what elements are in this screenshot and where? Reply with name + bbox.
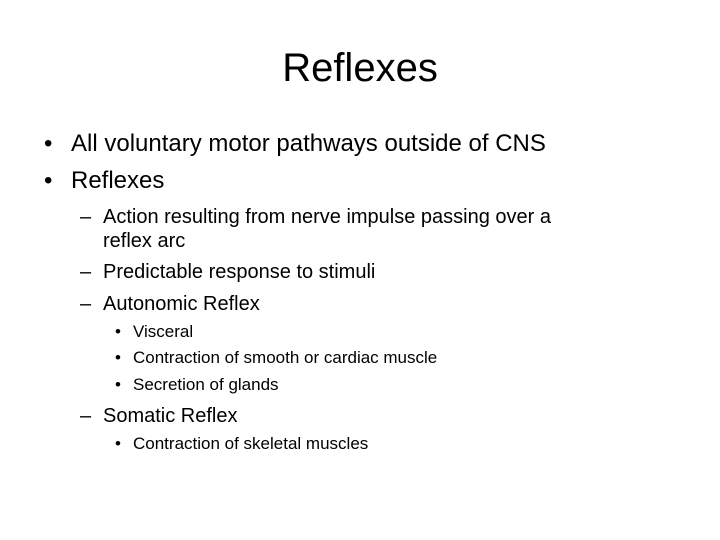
sub-bullet-item <box>80 403 680 429</box>
subsub-bullet-marker: • <box>115 375 121 394</box>
bullet-text: Reflexes <box>71 167 165 194</box>
sub-bullet-item <box>80 259 680 285</box>
sub-bullet-text: Autonomic Reflex <box>103 293 260 315</box>
subsub-bullet-item <box>115 347 675 369</box>
slide-title: Reflexes <box>282 46 438 90</box>
subsub-bullet-marker: • <box>115 348 121 367</box>
subsub-bullet-item <box>115 374 675 396</box>
subsub-bullet-text: Visceral <box>133 322 194 341</box>
sub-bullet-marker: – <box>80 206 92 228</box>
bullet-text: All voluntary motor pathways outside of CNS <box>71 130 546 157</box>
subsub-bullet-text: Secretion of glands <box>133 375 279 394</box>
sub-bullet-text: Somatic Reflex <box>103 405 238 427</box>
subsub-bullet-marker: • <box>115 434 121 453</box>
subsub-bullet-marker: • <box>115 322 121 341</box>
bullet-marker: • <box>44 167 53 194</box>
sub-bullet-text: Action resulting from nerve impulse passing over a <box>103 206 551 228</box>
bullet-item <box>44 166 684 196</box>
sub-bullet-continuation <box>103 228 683 254</box>
subsub-bullet-text: Contraction of smooth or cardiac muscle <box>133 348 438 367</box>
bullet-marker: • <box>44 130 53 157</box>
sub-bullet-text: Predictable response to stimuli <box>103 261 376 283</box>
sub-bullet-text: reflex arc <box>103 230 186 252</box>
subsub-bullet-text: Contraction of skeletal muscles <box>133 434 369 453</box>
sub-bullet-marker: – <box>80 293 92 315</box>
subsub-bullet-item <box>115 433 675 455</box>
sub-bullet-marker: – <box>80 405 92 427</box>
sub-bullet-item <box>80 204 680 230</box>
sub-bullet-item <box>80 291 680 317</box>
subsub-bullet-item <box>115 321 675 343</box>
bullet-item <box>44 129 684 159</box>
sub-bullet-marker: – <box>80 261 92 283</box>
